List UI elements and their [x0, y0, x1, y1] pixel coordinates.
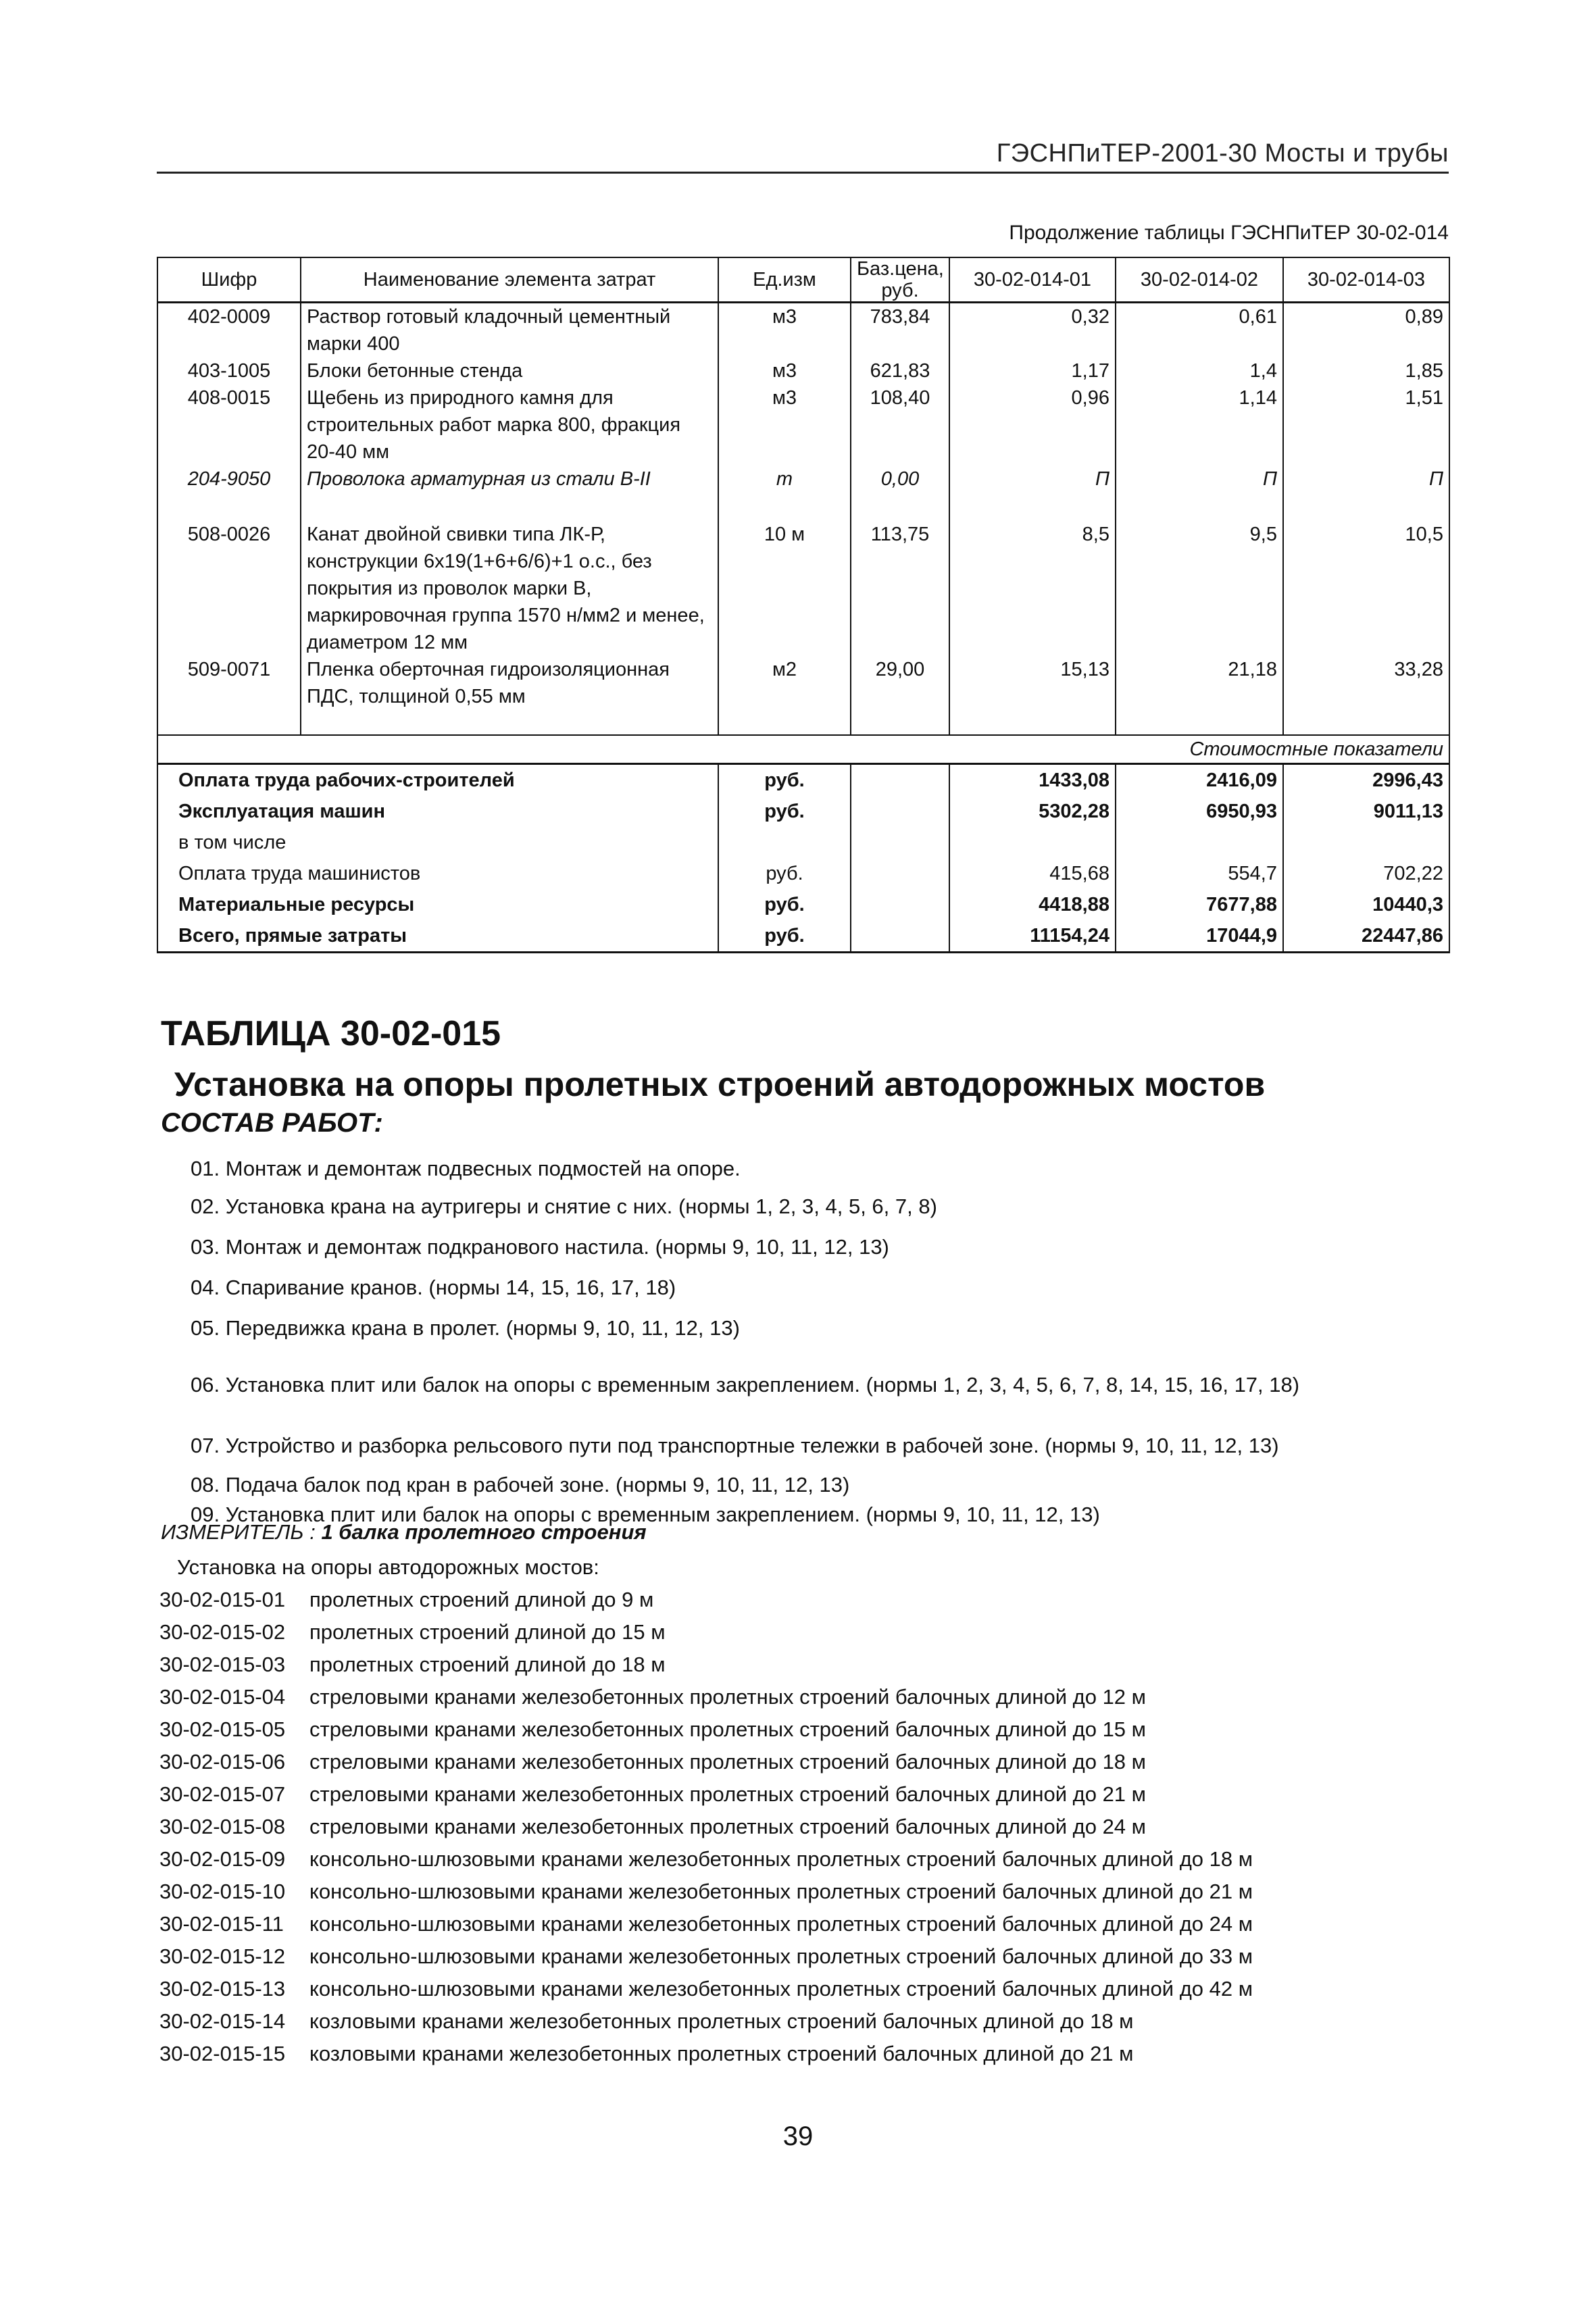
work-item: 06. Установка плит или балок на опоры с временным закреплением. (нормы 1, 2, 3, 4, 5, 6, 7, 8, 14, 15, 16, 17, 18): [191, 1373, 1300, 1397]
norm-text: пролетных строений длиной до 18 м: [309, 1653, 666, 1676]
summary-value: [1116, 827, 1283, 858]
cell-unit: м2: [718, 656, 851, 735]
norm-code: 30-02-015-11: [159, 1912, 284, 1936]
table-subtitle: Установка на опоры пролетных строений автодорожных мостов: [174, 1065, 1266, 1103]
summary-unit: руб.: [718, 920, 851, 953]
summary-row: [157, 764, 1449, 797]
table-title: ТАБЛИЦА 30-02-015: [161, 1014, 501, 1053]
norm-text: консольно-шлюзовыми кранами железобетонных пролетных строений балочных длиной до 21 м: [309, 1880, 1253, 1903]
norm-code: 30-02-015-10: [159, 1880, 286, 1903]
norm-item: [159, 1815, 1146, 1839]
summary-row: [157, 889, 1449, 920]
norm-text: пролетных строений длиной до 9 м: [309, 1588, 654, 1611]
col-header-norm-01: 30-02-014-01: [949, 257, 1116, 303]
summary-empty: [851, 827, 949, 858]
norm-text: консольно-шлюзовыми кранами железобетонных пролетных строений балочных длиной до 18 м: [309, 1847, 1253, 1871]
norm-item: [159, 1588, 653, 1612]
summary-empty: [851, 764, 949, 797]
cell-value: 21,18: [1116, 656, 1283, 735]
norm-item: [159, 1685, 1146, 1709]
cell-price: 621,83: [851, 357, 949, 384]
summary-label: Всего, прямые затраты: [157, 920, 718, 953]
cell-value: 10,5: [1283, 521, 1449, 656]
summary-row: [157, 920, 1449, 953]
norm-item: [159, 1750, 1146, 1774]
cell-code: 408-0015: [157, 384, 301, 466]
cost-indicators-row: [157, 735, 1449, 764]
summary-value: 4418,88: [949, 889, 1116, 920]
running-header: ГЭСНПиТЕР-2001-30 Мосты и трубы: [996, 139, 1449, 168]
cell-price: 0,00: [851, 466, 949, 521]
norm-item: [159, 1880, 1253, 1904]
table-row: [157, 521, 1449, 656]
cell-value: 15,13: [949, 656, 1116, 735]
cell-code: 508-0026: [157, 521, 301, 656]
norm-item: [159, 1847, 1253, 1871]
cell-value: 1,85: [1283, 357, 1449, 384]
page-number: 39: [782, 2121, 814, 2151]
table-continuation-label: Продолжение таблицы ГЭСНПиТЕР 30-02-014: [1009, 222, 1449, 244]
measure-line: [161, 1520, 647, 1544]
norm-code: 30-02-015-13: [159, 1977, 286, 2001]
cell-value: 1,17: [949, 357, 1116, 384]
cell-name: Канат двойной свивки типа ЛК-Р, конструкции 6х19(1+6+6/6)+1 о.с., без покрытия из проволок марки В, маркировочная группа 1570 н/мм2 и менее, диаметром 12 мм: [301, 521, 718, 656]
work-item: 07. Устройство и разборка рельсового пути под транспортные тележки в рабочей зоне. (нормы 9, 10, 11, 12, 13): [191, 1434, 1279, 1457]
summary-value: 2996,43: [1283, 764, 1449, 797]
cell-price: 108,40: [851, 384, 949, 466]
summary-value: 17044,9: [1116, 920, 1283, 953]
norm-text: козловыми кранами железобетонных пролетных строений балочных длиной до 21 м: [309, 2042, 1134, 2065]
summary-label: Эксплуатация машин: [157, 796, 718, 827]
table-row: [157, 357, 1449, 384]
norm-item: [159, 1944, 1253, 1969]
cell-value: П: [1116, 466, 1283, 521]
table-row: [157, 303, 1449, 358]
work-item: 02. Установка крана на аутригеры и снятие с них. (нормы 1, 2, 3, 4, 5, 6, 7, 8): [191, 1194, 937, 1218]
cell-code: 403-1005: [157, 357, 301, 384]
summary-value: 22447,86: [1283, 920, 1449, 953]
norm-code: 30-02-015-06: [159, 1750, 286, 1774]
cell-value: 0,89: [1283, 303, 1449, 358]
norm-code: 30-02-015-05: [159, 1717, 286, 1741]
cell-name: Раствор готовый кладочный цементный марки 400: [301, 303, 718, 358]
cell-code: 509-0071: [157, 656, 301, 735]
norm-item: [159, 1620, 666, 1644]
work-item: 05. Передвижка крана в пролет. (нормы 9, 10, 11, 12, 13): [191, 1316, 740, 1340]
summary-unit: [718, 827, 851, 858]
summary-unit: руб.: [718, 889, 851, 920]
cell-value: 1,4: [1116, 357, 1283, 384]
norm-item: [159, 2042, 1134, 2066]
cell-value: 9,5: [1116, 521, 1283, 656]
summary-row: [157, 858, 1449, 889]
norm-item: [159, 1717, 1146, 1742]
summary-value: 2416,09: [1116, 764, 1283, 797]
norm-item: [159, 1912, 1253, 1936]
summary-unit: руб.: [718, 858, 851, 889]
norm-code: 30-02-015-03: [159, 1653, 286, 1676]
summary-row: [157, 827, 1449, 858]
summary-unit: руб.: [718, 796, 851, 827]
summary-empty: [851, 889, 949, 920]
summary-value: 7677,88: [1116, 889, 1283, 920]
norm-code: 30-02-015-12: [159, 1944, 286, 1968]
cell-unit: 10 м: [718, 521, 851, 656]
norm-text: консольно-шлюзовыми кранами железобетонных пролетных строений балочных длиной до 42 м: [309, 1977, 1253, 2001]
summary-empty: [851, 796, 949, 827]
summary-value: 415,68: [949, 858, 1116, 889]
summary-value: [949, 827, 1116, 858]
work-item: 04. Спаривание кранов. (нормы 14, 15, 16, 17, 18): [191, 1276, 676, 1299]
cell-unit: м3: [718, 384, 851, 466]
norm-item: [159, 1782, 1146, 1807]
norm-text: консольно-шлюзовыми кранами железобетонных пролетных строений балочных длиной до 33 м: [309, 1944, 1253, 1968]
summary-label: в том числе: [157, 827, 718, 858]
norm-code: 30-02-015-09: [159, 1847, 286, 1871]
col-header-price: Баз.цена, руб.: [851, 257, 949, 303]
norm-text: консольно-шлюзовыми кранами железобетонных пролетных строений балочных длиной до 24 м: [309, 1912, 1253, 1936]
cost-indicators-label: Стоимостные показатели: [157, 735, 1449, 764]
table-header-row: [157, 257, 1449, 303]
norm-text: стреловыми кранами железобетонных пролетных строений балочных длиной до 21 м: [309, 1782, 1146, 1806]
header-rule: [157, 172, 1449, 174]
summary-unit: руб.: [718, 764, 851, 797]
norm-code: 30-02-015-08: [159, 1815, 286, 1838]
norm-text: стреловыми кранами железобетонных пролетных строений балочных длиной до 18 м: [309, 1750, 1146, 1774]
col-header-name: Наименование элемента затрат: [301, 257, 718, 303]
col-header-norm-03: 30-02-014-03: [1283, 257, 1449, 303]
summary-value: [1283, 827, 1449, 858]
summary-value: 702,22: [1283, 858, 1449, 889]
cell-value: 0,96: [949, 384, 1116, 466]
measure-label: ИЗМЕРИТЕЛЬ :: [161, 1520, 316, 1544]
table-row: [157, 466, 1449, 521]
works-title: СОСТАВ РАБОТ:: [161, 1108, 383, 1138]
norm-code: 30-02-015-01: [159, 1588, 286, 1611]
cell-code: 402-0009: [157, 303, 301, 358]
summary-value: 554,7: [1116, 858, 1283, 889]
norm-code: 30-02-015-07: [159, 1782, 286, 1806]
cell-value: 0,32: [949, 303, 1116, 358]
cell-unit: м3: [718, 357, 851, 384]
table-row: [157, 384, 1449, 466]
norm-item: [159, 1977, 1253, 2001]
cell-name: Блоки бетонные стенда: [301, 357, 718, 384]
norm-text: стреловыми кранами железобетонных пролетных строений балочных длиной до 12 м: [309, 1685, 1146, 1709]
cell-value: 33,28: [1283, 656, 1449, 735]
cell-name: Щебень из природного камня для строительных работ марка 800, фракция 20-40 мм: [301, 384, 718, 466]
cell-price: 783,84: [851, 303, 949, 358]
summary-label: Оплата труда рабочих-строителей: [157, 764, 718, 797]
resources-table: [157, 257, 1450, 953]
summary-label: Оплата труда машинистов: [157, 858, 718, 889]
summary-value: 9011,13: [1283, 796, 1449, 827]
work-item: 01. Монтаж и демонтаж подвесных подмостей на опоре.: [191, 1157, 741, 1180]
norm-code: 30-02-015-14: [159, 2009, 286, 2033]
cell-value: 1,51: [1283, 384, 1449, 466]
cell-value: П: [1283, 466, 1449, 521]
summary-value: 5302,28: [949, 796, 1116, 827]
norm-code: 30-02-015-02: [159, 1620, 286, 1644]
col-header-unit: Ед.изм: [718, 257, 851, 303]
cell-price: 113,75: [851, 521, 949, 656]
col-header-norm-02: 30-02-014-02: [1116, 257, 1283, 303]
summary-empty: [851, 920, 949, 953]
cell-value: 1,14: [1116, 384, 1283, 466]
table-row: [157, 656, 1449, 735]
norm-code: 30-02-015-04: [159, 1685, 286, 1709]
summary-label: Материальные ресурсы: [157, 889, 718, 920]
norm-text: стреловыми кранами железобетонных пролетных строений балочных длиной до 15 м: [309, 1717, 1146, 1741]
summary-value: 6950,93: [1116, 796, 1283, 827]
cell-value: 8,5: [949, 521, 1116, 656]
measure-value: 1 балка пролетного строения: [321, 1520, 647, 1544]
work-item: 09. Установка плит или балок на опоры с временным закреплением. (нормы 9, 10, 11, 12, 13): [191, 1503, 1100, 1526]
work-item: 03. Монтаж и демонтаж подкранового настила. (нормы 9, 10, 11, 12, 13): [191, 1235, 889, 1259]
col-header-code: Шифр: [157, 257, 301, 303]
cell-name: Пленка оберточная гидроизоляционная ПДС, толщиной 0,55 мм: [301, 656, 718, 735]
norm-item: [159, 2009, 1134, 2034]
cell-unit: м3: [718, 303, 851, 358]
summary-row: [157, 796, 1449, 827]
summary-value: 11154,24: [949, 920, 1116, 953]
summary-empty: [851, 858, 949, 889]
cell-code: 204-9050: [157, 466, 301, 521]
summary-value: 10440,3: [1283, 889, 1449, 920]
norm-code: 30-02-015-15: [159, 2042, 286, 2065]
cell-value: П: [949, 466, 1116, 521]
cell-name: Проволока арматурная из стали В-II: [301, 466, 718, 521]
norm-text: стреловыми кранами железобетонных пролетных строений балочных длиной до 24 м: [309, 1815, 1146, 1838]
summary-value: 1433,08: [949, 764, 1116, 797]
cell-price: 29,00: [851, 656, 949, 735]
cell-value: 0,61: [1116, 303, 1283, 358]
norm-text: пролетных строений длиной до 15 м: [309, 1620, 666, 1644]
norm-item: [159, 1653, 666, 1677]
cell-unit: т: [718, 466, 851, 521]
install-title: Установка на опоры автодорожных мостов:: [177, 1555, 599, 1579]
work-item: 08. Подача балок под кран в рабочей зоне. (нормы 9, 10, 11, 12, 13): [191, 1473, 850, 1496]
norm-text: козловыми кранами железобетонных пролетных строений балочных длиной до 18 м: [309, 2009, 1134, 2033]
